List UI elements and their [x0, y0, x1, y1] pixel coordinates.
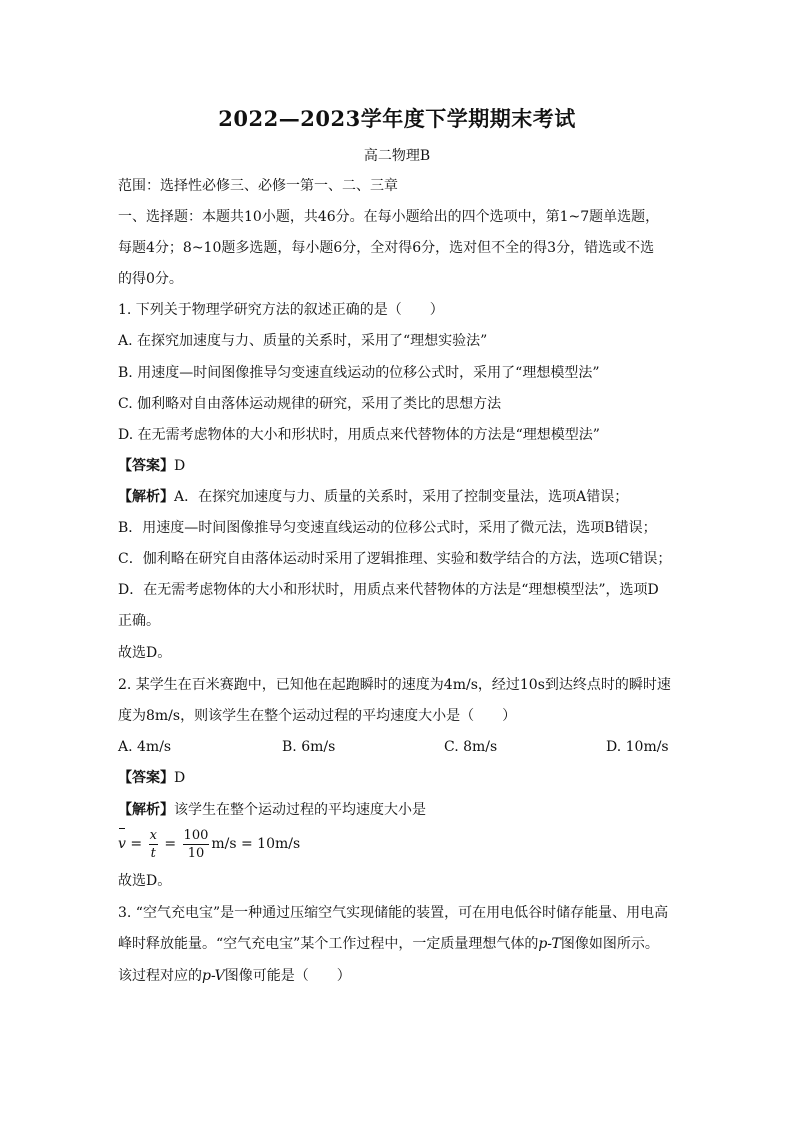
q3-stem-line-2-a: 峰时释放能量。“空气充电宝”某个工作过程中，一定质量理想气体的: [118, 936, 539, 952]
q3-stem-line-1: 3. “空气充电宝”是一种通过压缩空气实现储能的装置，可在用电低谷时储存能量、用电高: [118, 905, 669, 921]
section-instructions-line-3: 的得0分。: [118, 271, 183, 287]
exam-scope: 范围：选择性必修三、必修一第一、二、三章: [118, 178, 398, 194]
q2-answer-value: D: [174, 770, 186, 786]
q1-analysis-text-a: A．在探究加速度与力、质量的关系时，采用了控制变量法，选项A错误；: [174, 489, 629, 505]
q1-option-a: A. 在探究加速度与力、质量的关系时，采用了“理想实验法”: [118, 333, 488, 349]
q3-stem-line-3-b: 图像可能是（ ）: [224, 968, 351, 984]
q1-option-d: D. 在无需考虑物体的大小和形状时，用质点来代替物体的方法是“理想模型法”: [118, 427, 600, 443]
formula-equals-2: =: [164, 836, 177, 852]
q2-option-d: D. 10m/s: [606, 739, 669, 755]
q1-analysis-d-cont: 正确。: [118, 613, 160, 629]
q3-stem-line-3: [118, 966, 351, 986]
q1-option-c: C. 伽利略对自由落体运动规律的研究，采用了类比的思想方法: [118, 396, 502, 412]
q2-options: [118, 737, 678, 757]
formula-equals-1: =: [130, 836, 143, 852]
q2-answer: [118, 768, 185, 788]
q1-stem: 1. 下列关于物理学研究方法的叙述正确的是（ ）: [118, 302, 444, 318]
q1-analysis-a: [118, 487, 628, 507]
formula-numerator-x: x: [149, 827, 157, 843]
q1-analysis-d: D．在无需考虑物体的大小和形状时，用质点来代替物体的方法是“理想模型法”，选项D: [118, 582, 659, 598]
q2-option-a: A. 4m/s: [118, 739, 172, 755]
formula-denominator-t: t: [150, 845, 156, 861]
q2-analysis-text: 该学生在整个运动过程的平均速度大小是: [174, 802, 426, 818]
q2-option-c: C. 8m/s: [444, 739, 498, 755]
formula-denominator-10: 10: [187, 845, 205, 861]
q2-stem-line-1: 2. 某学生在百米赛跑中，已知他在起跑瞬时的速度为4m/s，经过10s到达终点时的瞬时速: [118, 677, 671, 693]
q1-option-b: B. 用速度—时间图像推导匀变速直线运动的位移公式时，采用了“理想模型法”: [118, 365, 600, 381]
section-instructions-line-2: 每题4分；8~10题多选题，每小题6分，全对得6分，选对但不全的得3分，错选或不选: [118, 240, 655, 256]
exam-title: 2022—2023学年度下学期期末考试: [218, 106, 576, 131]
q1-analysis-b: B．用速度—时间图像推导匀变速直线运动的位移公式时，采用了微元法，选项B错误；: [118, 520, 657, 536]
q1-analysis-c: C．伽利略在研究自由落体运动时采用了逻辑推理、实验和数学结合的方法，选项C错误；: [118, 551, 672, 567]
q1-answer: [118, 456, 185, 476]
q2-formula: [118, 826, 300, 862]
formula-average-velocity: v: [118, 826, 126, 862]
formula-numerator-100: 100: [183, 827, 209, 843]
formula-fraction-x-over-t: [149, 827, 158, 862]
q3-stem-line-2-b: 图像如图所示。: [560, 936, 659, 952]
section-instructions-line-1: 一、选择题：本题共10小题，共46分。在每小题给出的四个选项中，第1~7题单选题，: [118, 209, 660, 225]
q2-analysis-label: 【解析】: [118, 802, 174, 818]
q1-answer-value: D: [174, 458, 186, 474]
q2-answer-label: 【答案】: [118, 770, 174, 786]
q2-option-b: B. 6m/s: [282, 739, 336, 755]
q3-stem-line-3-a: 该过程对应的: [118, 968, 202, 984]
q2-analysis: [118, 800, 426, 820]
q3-stem-line-2: [118, 934, 659, 954]
exam-subtitle: 高二物理B: [363, 148, 431, 164]
q2-stem-line-2: 度为8m/s，则该学生在整个运动过程的平均速度大小是（ ）: [118, 708, 517, 724]
q2-conclusion: 故选D。: [118, 873, 172, 889]
q1-analysis-label: 【解析】: [118, 489, 174, 505]
q3-pv-graph-var: p-V: [202, 968, 225, 984]
formula-fraction-100-over-10: [183, 827, 210, 862]
q1-answer-label: 【答案】: [118, 458, 174, 474]
q3-pt-graph-var: p-T: [538, 936, 561, 952]
formula-result: m/s = 10m/s: [211, 836, 301, 852]
q1-conclusion: 故选D。: [118, 645, 172, 661]
